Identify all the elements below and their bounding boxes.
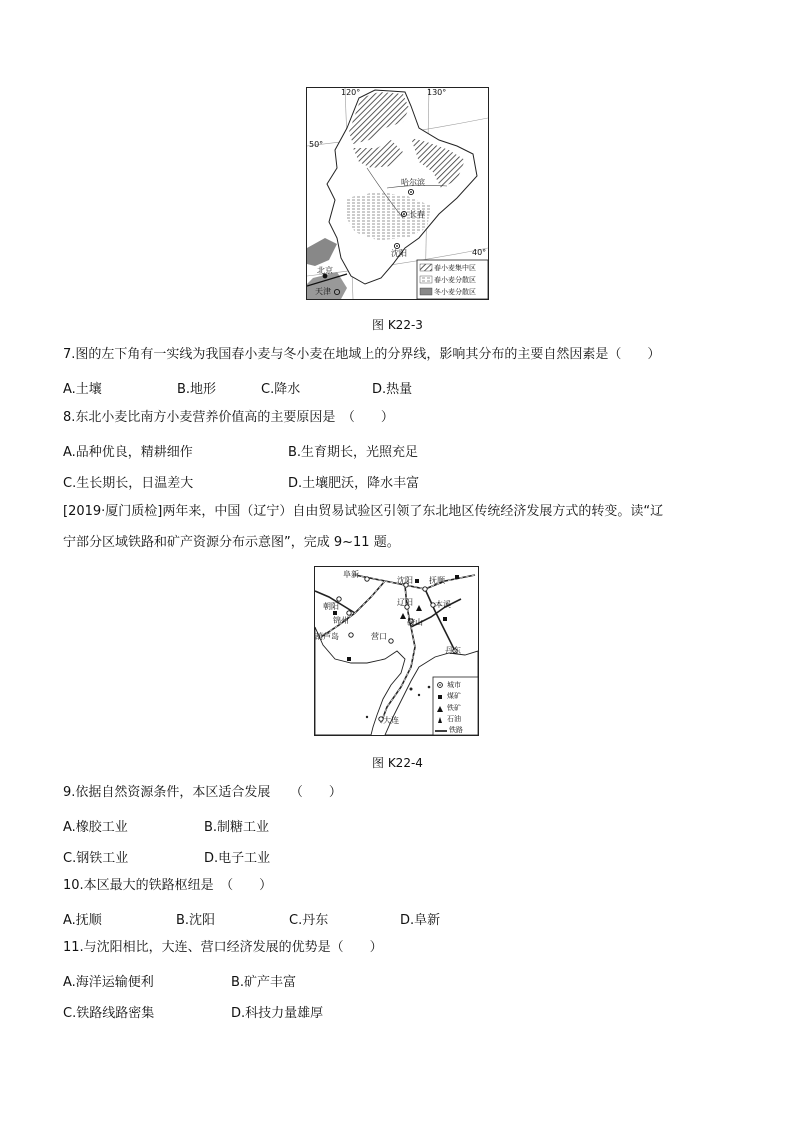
legend-winter-scattered: 冬小麦分散区	[434, 288, 476, 296]
question-7-option-a[interactable]: A.土壤	[63, 382, 102, 397]
city-chaoyang: 朝阳	[323, 602, 339, 611]
question-10-option-b[interactable]: B.沈阳	[176, 913, 216, 928]
lon-label-120: 120°	[341, 88, 361, 97]
question-10-option-a[interactable]: A.抚顺	[63, 913, 102, 928]
legend-city: 城市	[447, 681, 461, 689]
legend-oil: 石油	[447, 715, 461, 723]
city-shenyang: 沈阳	[391, 249, 407, 258]
intro-line-1: [2019·厦门质检]两年来，中国（辽宁）自由贸易试验区引领了东北地区传统经济发展方式的转变。读“辽	[63, 504, 664, 519]
question-8-option-d[interactable]: D.土壤肥沃，降水丰富	[288, 476, 420, 491]
city-anshan: 鞍山	[407, 618, 423, 627]
city-dalian: 大连	[383, 716, 399, 725]
city-fushun: 抚顺	[429, 576, 445, 585]
intro-line-2: 宁部分区域铁路和矿产资源分布示意图”，完成 9~11 题。	[63, 535, 400, 550]
legend-iron: 铁矿	[447, 704, 461, 712]
city-jinzhou: 锦州	[333, 616, 349, 625]
city-beijing: 北京	[317, 266, 333, 275]
question-8-option-c[interactable]: C.生长期长，日温差大	[63, 476, 194, 491]
figure-k22-4-map	[314, 566, 479, 736]
question-8-option-b[interactable]: B.生育期长，光照充足	[288, 445, 419, 460]
city-yingkou: 营口	[371, 632, 387, 641]
question-8-stem: 8.东北小麦比南方小麦营养价值高的主要原因是 （ ）	[63, 410, 394, 425]
city-changchun: 长春	[409, 210, 425, 219]
lat-label-50: 50°	[309, 140, 324, 149]
figure-k22-3-map	[306, 87, 489, 300]
question-9-option-a[interactable]: A.橡胶工业	[63, 820, 128, 835]
question-11-option-d[interactable]: D.科技力量雄厚	[231, 1006, 324, 1021]
question-7-option-d[interactable]: D.热量	[372, 382, 413, 397]
lon-label-130: 130°	[427, 88, 447, 97]
legend-spring-scattered: 春小麦分散区	[434, 276, 476, 284]
question-11-option-b[interactable]: B.矿产丰富	[231, 975, 297, 990]
question-11-stem: 11.与沈阳相比，大连、营口经济发展的优势是（ ）	[63, 940, 383, 955]
question-9-option-c[interactable]: C.钢铁工业	[63, 851, 129, 866]
question-11-option-a[interactable]: A.海洋运输便利	[63, 975, 154, 990]
question-7-option-b[interactable]: B.地形	[177, 382, 217, 397]
city-dandong: 丹东	[445, 646, 461, 655]
city-benxi: 本溪	[435, 600, 451, 609]
city-liaoyang: 辽阳	[397, 598, 413, 607]
question-10-stem: 10.本区最大的铁路枢纽是 （ ）	[63, 878, 273, 893]
lat-label-40: 40°	[472, 248, 487, 257]
question-9-stem: 9.依据自然资源条件，本区适合发展 （ ）	[63, 785, 342, 800]
question-10-option-d[interactable]: D.阜新	[400, 913, 441, 928]
city-huludao: 葫芦岛	[315, 632, 339, 641]
legend-spring-concentrated: 春小麦集中区	[434, 264, 476, 272]
city-tianjin: 天津	[315, 287, 331, 296]
figure-k22-4-caption: 图 K22-4	[372, 756, 423, 770]
question-7-option-c[interactable]: C.降水	[261, 382, 301, 397]
question-8-option-a[interactable]: A.品种优良，精耕细作	[63, 445, 193, 460]
legend-coal: 煤矿	[447, 692, 461, 700]
city-fuxin: 阜新	[343, 570, 359, 579]
question-9-option-d[interactable]: D.电子工业	[204, 851, 271, 866]
question-10-option-c[interactable]: C.丹东	[289, 913, 329, 928]
question-7-stem: 7.图的左下角有一实线为我国春小麦与冬小麦在地域上的分界线，影响其分布的主要自然因素是（ ）	[63, 347, 661, 362]
figure-k22-3-caption: 图 K22-3	[372, 318, 423, 332]
winter-wheat-scattered-area	[307, 238, 337, 266]
legend-railway: 铁路	[449, 726, 463, 734]
city-harbin: 哈尔滨	[401, 178, 425, 187]
question-11-option-c[interactable]: C.铁路线路密集	[63, 1006, 155, 1021]
city-shenyang: 沈阳	[397, 576, 413, 585]
question-9-option-b[interactable]: B.制糖工业	[204, 820, 270, 835]
